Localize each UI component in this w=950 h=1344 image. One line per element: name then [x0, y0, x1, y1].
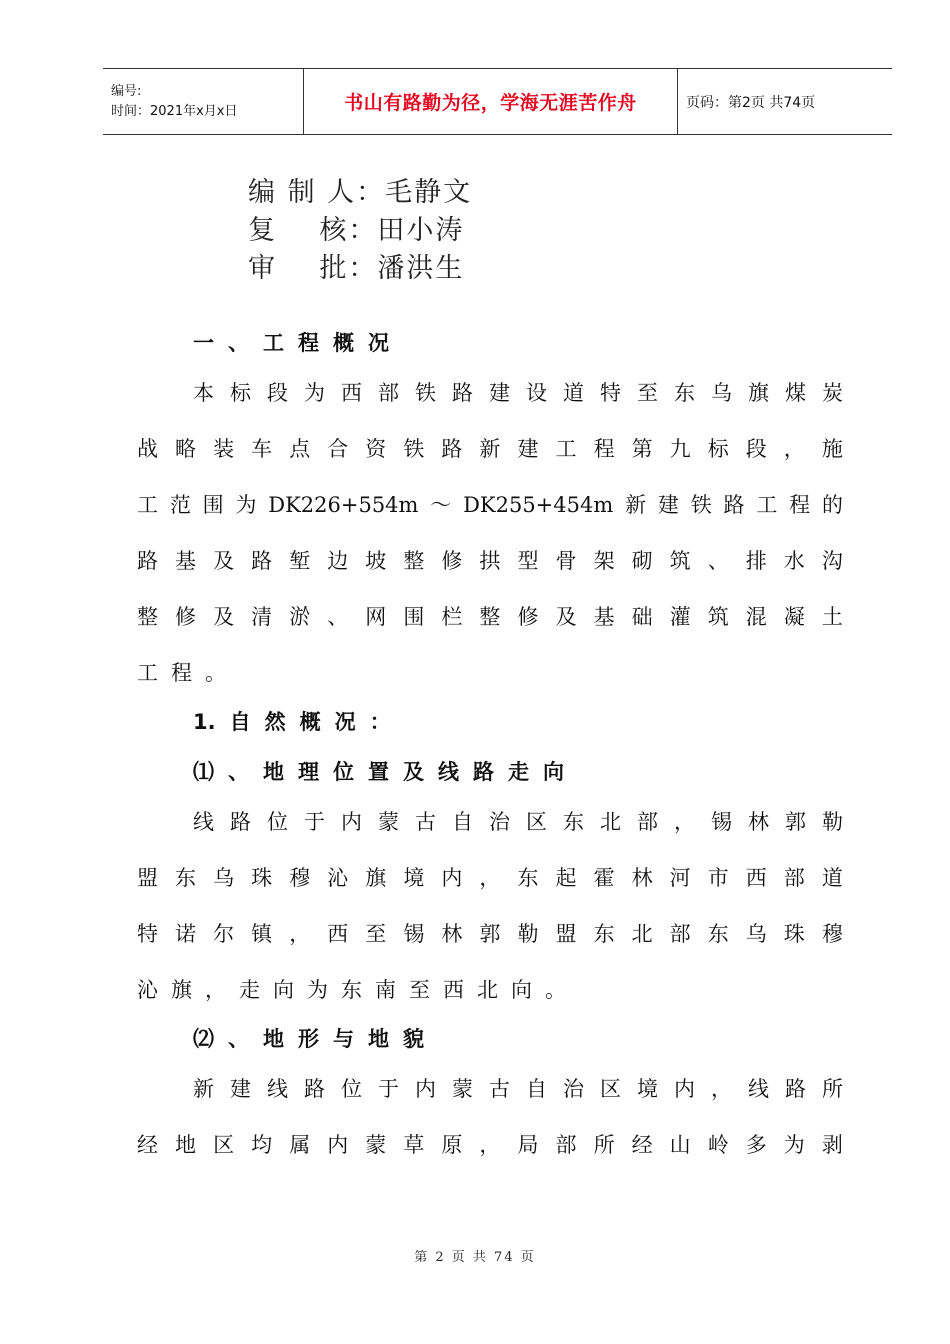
page-header	[103, 68, 892, 135]
body-line: 整 修 及 清 淤 、 网 围 栏 整 修 及 基 础 灌 筑 混 凝 土	[137, 605, 843, 629]
body-line: 工 程 。	[137, 661, 226, 685]
motto-text: 书山有路勤为径，学海无涯苦作舟	[344, 92, 637, 114]
body-line: ⑴ 、 地 理 位 置 及 线 路 走 向	[193, 760, 564, 784]
header-motto	[304, 69, 678, 134]
header-meta	[103, 69, 304, 134]
body-line: 一 、 工 程 概 况	[193, 331, 389, 355]
body-line: ⑵ 、 地 形 与 地 貌	[193, 1027, 424, 1051]
body-line: 本 标 段 为 西 部 铁 路 建 设 道 特 至 东 乌 旗 煤 炭	[193, 381, 843, 405]
body-line: 新 建 线 路 位 于 内 蒙 古 自 治 区 境 内 ， 线 路 所	[193, 1077, 843, 1101]
page-info-text: 页码：第2页 共74页	[686, 94, 816, 111]
page-footer: 第 2 页 共 74 页	[414, 1250, 536, 1265]
body-line: 沁 旗 ， 走 向 为 东 南 至 西 北 向 。	[137, 978, 566, 1002]
document-number-label: 编号:	[111, 83, 142, 99]
body-line: 战 略 装 车 点 合 资 铁 路 新 建 工 程 第 九 标 段 ， 施	[137, 437, 843, 461]
body-line: 工 范 围 为 DK226+554m ～ DK255+454m 新 建 铁 路 工 程 的	[137, 493, 843, 517]
signature-reviewer: 复 核：田小涛	[248, 215, 465, 246]
body-line: 盟 东 乌 珠 穆 沁 旗 境 内 ， 东 起 霍 林 河 市 西 部 道	[137, 866, 843, 890]
body-line: 特 诺 尔 镇 ， 西 至 锡 林 郭 勒 盟 东 北 部 东 乌 珠 穆	[137, 922, 843, 946]
body-line: 经 地 区 均 属 内 蒙 草 原 ， 局 部 所 经 山 岭 多 为 剥	[137, 1133, 843, 1157]
body-line: 1. 自 然 概 况 ：	[193, 710, 391, 734]
signature-approver: 审 批：潘洪生	[248, 253, 465, 284]
body-line: 线 路 位 于 内 蒙 古 自 治 区 东 北 部 ， 锡 林 郭 勒	[193, 810, 843, 834]
signature-compiler: 编 制 人：毛静文	[248, 177, 473, 208]
document-date: 时间：2021年x月x日	[111, 103, 238, 119]
body-line: 路 基 及 路 堑 边 坡 整 修 拱 型 骨 架 砌 筑 、 排 水 沟	[137, 549, 843, 573]
header-page-info	[678, 69, 892, 134]
